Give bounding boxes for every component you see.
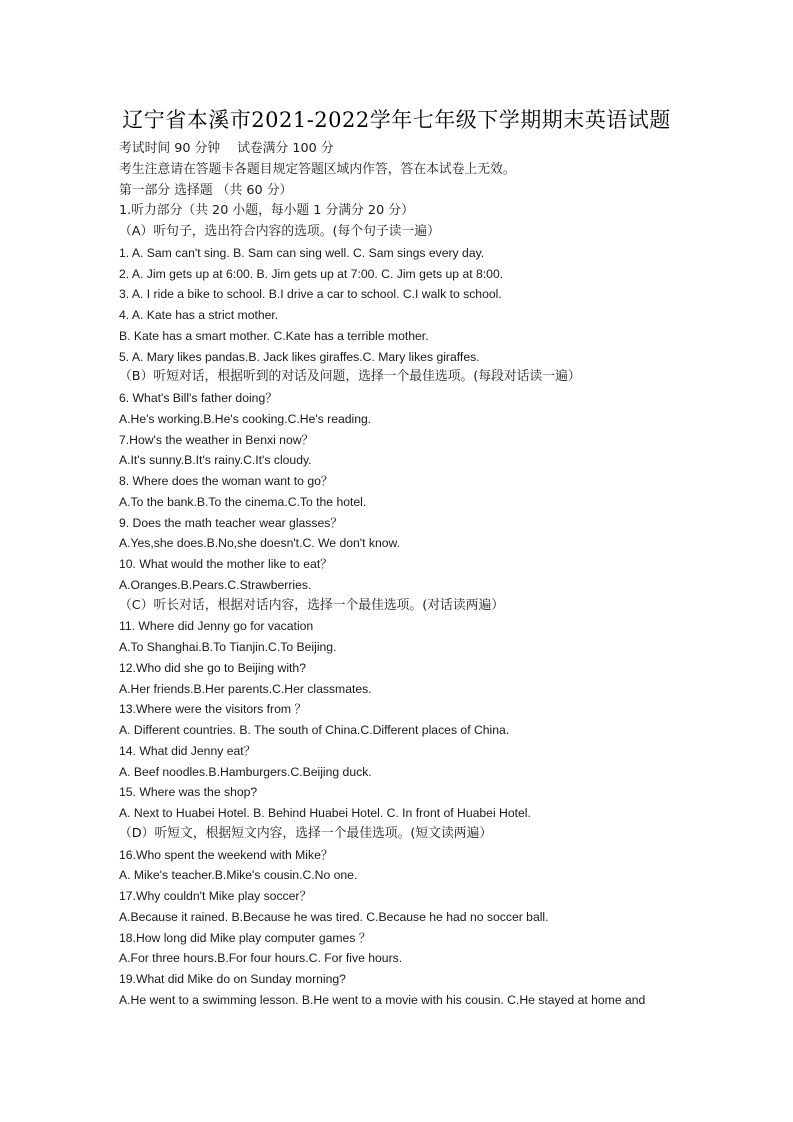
text-line: 18.How long did Mike play computer games ？ [119,930,371,945]
text-line: 19.What did Mike do on Sunday morning? [119,972,346,986]
text-line: （C）听长对话，根据对话内容，选择一个最佳选项。(对话读两遍） [119,597,505,613]
text-line: 17.Why couldn't Mike play soccer？ [119,889,312,903]
text-line: 9. Does the math teacher wear glasses？ [119,515,343,530]
text-line: 第一部分 选择题 （共 60 分） [119,182,293,198]
text-line: A.He went to a swimming lesson. B.He went to a movie with his cousin. C.He stayed at home and [119,992,646,1007]
text-line: 2. A. Jim gets up at 6:00. B. Jim gets up at 7:00. C. Jim gets up at 8:00. [119,266,504,281]
text-line: 10. What would the mother like to eat？ [119,557,333,571]
text-line: 3. A. I ride a bike to school. B.I drive a car to school. C.I walk to school. [119,287,502,302]
text-line: A. Different countries. B. The south of China.C.Different places of China. [119,723,510,737]
text-line: 16.Who spent the weekend with Mike？ [119,847,334,862]
exam-body [119,139,759,1011]
text-line: A.For three hours.B.For four hours.C. For five hours. [119,951,403,966]
text-line: （D）听短文，根据短文内容，选择一个最佳选项。(短文读两遍） [119,825,493,841]
text-line: （A）听句子，选出符合内容的选项。(每个句子读一遍） [119,224,440,239]
text-line: A.To Shanghai.B.To Tianjin.C.To Beijing. [119,640,337,654]
text-line: 8. Where does the woman want to go？ [119,474,334,488]
text-line: 15. Where was the shop? [119,785,258,800]
text-line: 1.听力部分（共 20 小题，每小题 1 分满分 20 分） [119,203,414,219]
text-line: 4. A. Kate has a strict mother. [119,308,279,322]
text-line: 5. A. Mary likes pandas.B. Jack likes giraffes.C. Mary likes giraffes. [119,349,480,364]
text-line: 11. Where did Jenny go for vacation [119,619,314,634]
text-line: 6. What's Bill's father doing？ [119,391,278,405]
text-line: A.To the bank.B.To the cinema.C.To the hotel. [119,494,367,509]
text-line: 13.Where were the visitors from ？ [119,702,307,717]
text-line: （B）听短对话，根据听到的对话及问题，选择一个最佳选项。(每段对话读一遍） [119,369,581,385]
text-line: A.It's sunny.B.It's rainy.C.It's cloudy. [119,453,312,468]
text-line: A. Next to Huabei Hotel. B. Behind Huabei Hotel. C. In front of Huabei Hotel. [119,806,531,820]
text-line: 考试时间 90 分钟 试卷满分 100 分 [119,141,334,156]
text-line: A.Yes,she does.B.No,she doesn't.C. We don't know. [119,536,401,551]
text-line: A. Mike's teacher.B.Mike's cousin.C.No one. [119,868,358,883]
text-line: A.He's working.B.He's cooking.C.He's reading. [119,411,372,426]
text-line: 考生注意请在答题卡各题目规定答题区域内作答，答在本试卷上无效。 [119,161,516,177]
text-line: A. Beef noodles.B.Hamburgers.C.Beijing duck. [119,764,372,779]
text-line: B. Kate has a smart mother. C.Kate has a terrible mother. [119,328,429,343]
text-line: 12.Who did she go to Beijing with? [119,660,306,675]
text-line: A.Because it rained. B.Because he was tired. C.Because he had no soccer ball. [119,909,549,924]
text-line: 1. A. Sam can't sing. B. Sam can sing well. C. Sam sings every day. [119,245,485,260]
exam-title: 辽宁省本溪市2021-2022学年七年级下学期期末英语试题 [122,108,671,132]
text-line: A.Her friends.B.Her parents.C.Her classmates. [119,681,372,696]
text-line: A.Oranges.B.Pears.C.Strawberries. [119,577,312,592]
text-line: 14. What did Jenny eat？ [119,743,256,758]
text-line: 7.How's the weather in Benxi now？ [119,432,314,447]
